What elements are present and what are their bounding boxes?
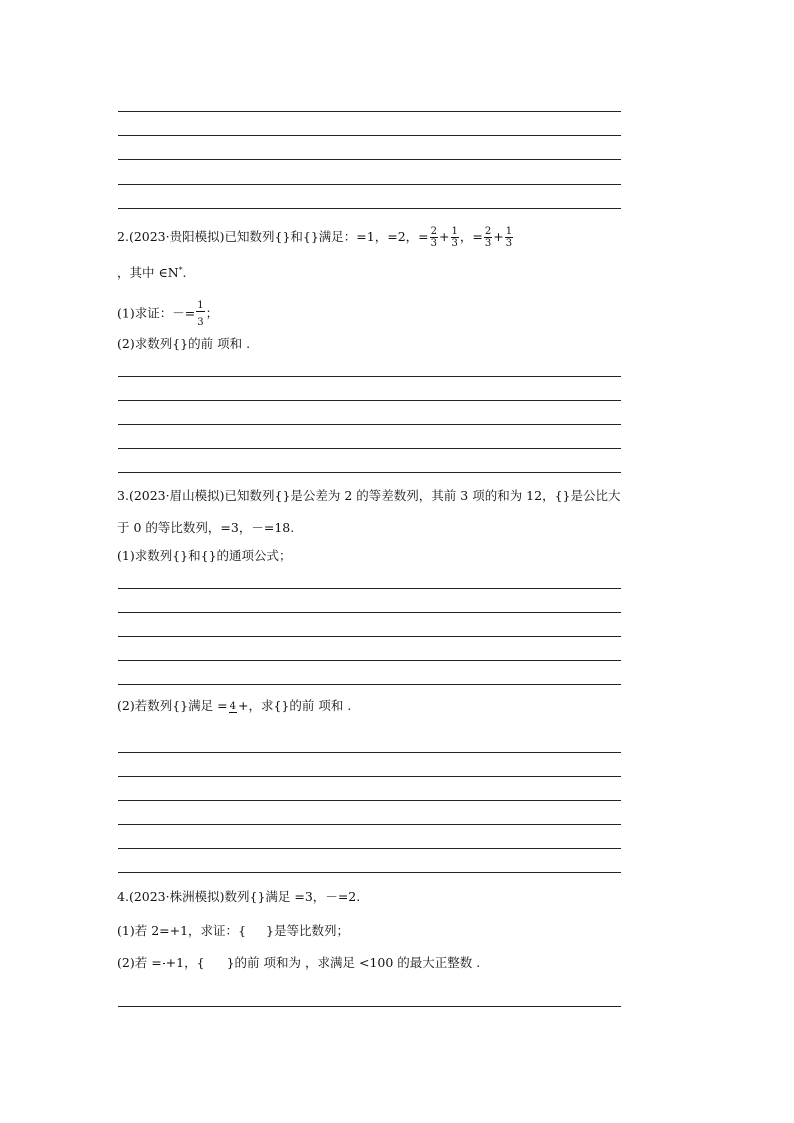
answer-line [118,660,621,661]
answer-line [118,184,621,185]
answer-line [118,612,621,613]
answer-line [118,111,621,112]
answer-line [118,684,621,685]
problem-3-part-1: (1)求数列{}和{}的通项公式； [117,548,292,563]
answer-line [118,848,621,849]
problem-3-part-2: (2)若数列{}满足 = 4 +，求{}的前 项和 . [117,698,352,713]
problem-3-stem-cont: 于 0 的等比数列，=3，－=18. [117,520,295,535]
answer-line [118,448,621,449]
answer-line [118,472,621,473]
answer-line [118,824,621,825]
answer-line [118,752,621,753]
answer-line [118,636,621,637]
problem-2-stem: 2.(2023·贵阳模拟)已知数列{}和{}满足：=1，=2，= $\frac{2}{3}$ + $\frac{1}{3}$ ，= $\frac{2}{3}$ + $\frac{1}{3}$ [117,226,513,249]
answer-line [118,1006,621,1007]
answer-line [118,424,621,425]
answer-line [118,159,621,160]
problem-2-part-2: (2)求数列{}的前 项和 . [117,336,251,351]
answer-line [118,376,621,377]
answer-line [118,208,621,209]
answer-line [118,400,621,401]
problem-4-part-1: (1)若 2=+1，求证：{ }是等比数列； [117,923,349,938]
answer-line [118,135,621,136]
problem-2-stem-cont: ，其中 ∈N*. [117,265,187,280]
answer-line [118,776,621,777]
problem-3-stem: 3.(2023·眉山模拟)已知数列{}是公差为 2 的等差数列，其前 3 项的和为 12，{}是公比大 [117,488,621,503]
problem-4-part-2: (2)若 = +1，{ }的前 项和为 ，求满足 <100 的最大正整数 . [117,955,481,970]
answer-line [118,872,621,873]
answer-line [118,800,621,801]
answer-line [118,588,621,589]
problem-4-stem: 4.(2023·株洲模拟)数列{}满足 =3，－=2. [117,889,361,904]
problem-2-part-1: (1)求证：－= $\frac{1}{3}$ ； [117,300,219,328]
